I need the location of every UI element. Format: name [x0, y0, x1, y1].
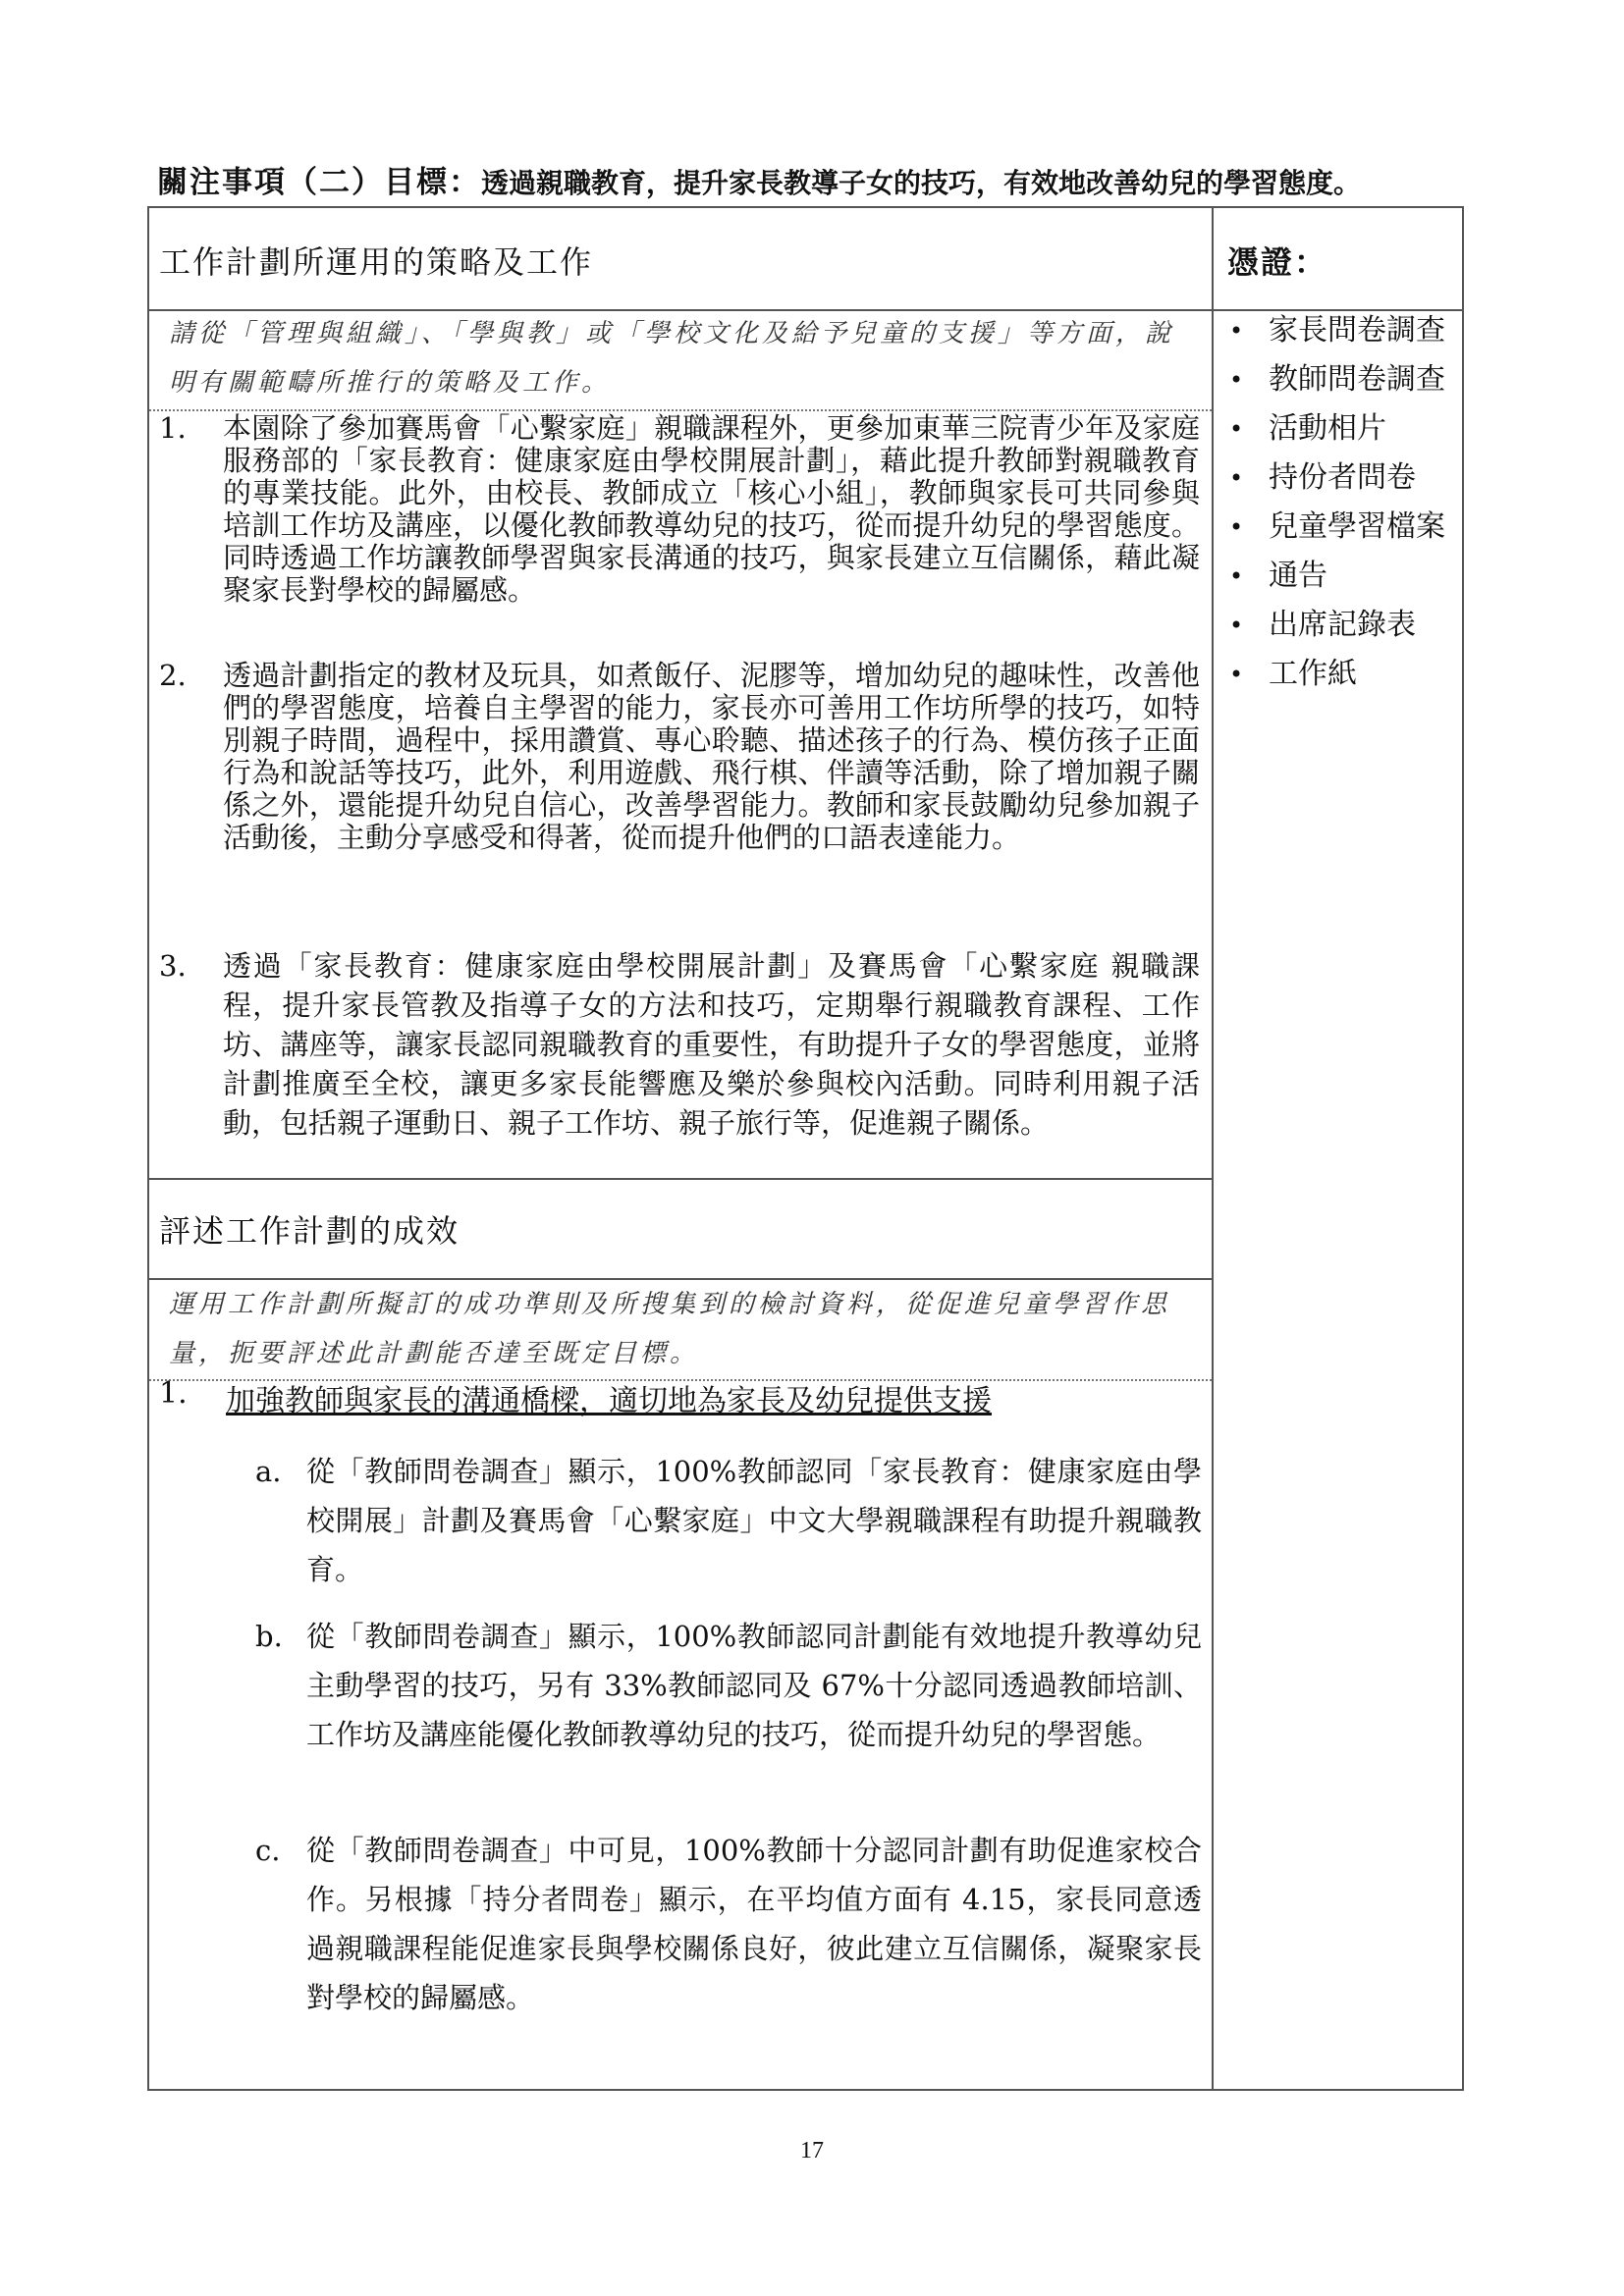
subitem-text: 從「教師問卷調查」中可見，100%教師十分認同計劃有助促進家校合作。另根據「持分者問卷」顯示，在平均值方面有 4.15，家長同意透過親職課程能促進家長與學校關係良好，彼此建立互信關係，凝聚家長對學校的歸屬感。	[306, 1834, 1202, 2014]
subitem-letter: a.	[255, 1455, 282, 1488]
evaluation-subitem	[255, 1447, 1202, 1594]
evaluation-subitem	[255, 1612, 1202, 1759]
evidence-item	[1227, 454, 1453, 503]
evidence-item	[1227, 503, 1453, 552]
focus-label: 關注事項（二）目標：	[157, 165, 481, 200]
item-text: 透過「家長教育：健康家庭由學校開展計劃」及賽馬會「心繫家庭 親職課程，提升家長管教及指導子女的方法和技巧，定期舉行親職教育課程、工作坊、講座等，讓家長認同親職教育的重要性，有助提升子女的學習態度，並將計劃推廣至全校，讓更多家長能響應及樂於參與校內活動。同時利用親子活動，包括親子運動日、親子工作坊、親子旅行等，促進親子關係。	[223, 949, 1200, 1140]
evidence-item-label: 兒童學習檔案	[1269, 509, 1445, 544]
evidence-item-label: 家長問卷調查	[1269, 313, 1445, 347]
evidence-item-label: 通告	[1269, 559, 1327, 593]
evidence-item-label: 活動相片	[1269, 411, 1386, 446]
evidence-list	[1227, 306, 1453, 699]
evidence-item	[1227, 552, 1453, 601]
item-number: 3.	[159, 949, 187, 983]
item-heading-text: 加強教師與家長的溝通橋樑，適切地為家長及幼兒提供支援	[226, 1384, 992, 1418]
item-number: 1.	[159, 411, 187, 445]
column-divider	[1212, 208, 1214, 2089]
evidence-item-label: 工作紙	[1269, 657, 1357, 691]
strategy-item	[159, 660, 1200, 854]
strategy-instruction: 請從「管理與組織」、「學與教」或「學校文化及給予兒童的支援」等方面，說明有關範疇所推行的策略及工作。	[169, 319, 1175, 398]
subitem-letter: c.	[255, 1834, 281, 1867]
evidence-item-label: 教師問卷調查	[1269, 362, 1445, 397]
evaluation-subitem	[255, 1826, 1202, 2022]
evaluation-item-heading	[159, 1376, 992, 1419]
bullet-icon: •	[1229, 317, 1244, 345]
evidence-item	[1227, 650, 1453, 699]
bullet-icon: •	[1229, 562, 1244, 590]
focus-goal: 透過親職教育，提升家長教導子女的技巧，有效地改善幼兒的學習態度。	[481, 167, 1362, 199]
strategy-title: 工作計劃所運用的策略及工作	[159, 243, 594, 281]
item-text: 透過計劃指定的教材及玩具，如煮飯仔、泥膠等，增加幼兒的趣味性，改善他們的學習態度，培養自主學習的能力，家長亦可善用工作坊所學的技巧，如特別親子時間，過程中，採用讚賞、專心聆聽、描述孩子的行為、模仿孩子正面行為和說話等技巧，此外，利用遊戲、飛行棋、伴讀等活動，除了增加親子關係之外，還能提升幼兒自信心，改善學習能力。教師和家長鼓勵幼兒參加親子活動後，主動分享感受和得著，從而提升他們的口語表達能力。	[223, 659, 1200, 854]
evidence-item	[1227, 355, 1453, 404]
evidence-item	[1227, 306, 1453, 355]
bullet-icon: •	[1229, 513, 1244, 541]
evaluation-instruction: 運用工作計劃所擬訂的成功準則及所搜集到的檢討資料，從促進兒童學習作思量，扼要評述此計劃能否達至既定目標。	[169, 1290, 1171, 1368]
bullet-icon: •	[1229, 464, 1244, 492]
page-number: 17	[800, 2138, 824, 2163]
evidence-item	[1227, 404, 1453, 454]
bullet-icon: •	[1229, 612, 1244, 639]
strategy-item	[159, 946, 1200, 1143]
evidence-item	[1227, 601, 1453, 650]
item-number: 1.	[159, 1376, 188, 1411]
item-text: 本園除了參加賽馬會「心繫家庭」親職課程外，更參加東華三院青少年及家庭服務部的「家長教育：健康家庭由學校開展計劃」，藉此提升教師對親職教育的專業技能。此外，由校長、教師成立「核心小組」，教師與家長可共同參與培訓工作坊及講座，以優化教師教導幼兒的技巧，從而提升幼兒的學習態度。同時透過工作坊讓教師學習與家長溝通的技巧，與家長建立互信關係，藉此凝聚家長對學校的歸屬感。	[223, 411, 1200, 607]
bullet-icon: •	[1229, 366, 1244, 394]
evidence-item-label: 持份者問卷	[1269, 460, 1416, 495]
bullet-icon: •	[1229, 661, 1244, 688]
subitem-text: 從「教師問卷調查」顯示，100%教師認同「家長教育：健康家庭由學校開展」計劃及賽馬會「心繫家庭」中文大學親職課程有助提升親職教育。	[306, 1455, 1202, 1586]
section-divider	[149, 1178, 1212, 1180]
subitem-letter: b.	[255, 1620, 283, 1653]
item-number: 2.	[159, 659, 187, 692]
evaluation-title: 評述工作計劃的成效	[159, 1212, 460, 1250]
plan-table	[147, 206, 1464, 2091]
bullet-icon: •	[1229, 415, 1244, 443]
subitem-text: 從「教師問卷調查」顯示，100%教師認同計劃能有效地提升教導幼兒主動學習的技巧，另有 33%教師認同及 67%十分認同透過教師培訓、工作坊及講座能優化教師教導幼兒的技巧，從而提升幼兒的學習態。	[306, 1620, 1202, 1751]
strategy-item	[159, 412, 1200, 607]
evidence-title: 憑證：	[1227, 243, 1328, 281]
evidence-item-label: 出席記錄表	[1269, 608, 1416, 642]
focus-heading	[157, 157, 1483, 201]
